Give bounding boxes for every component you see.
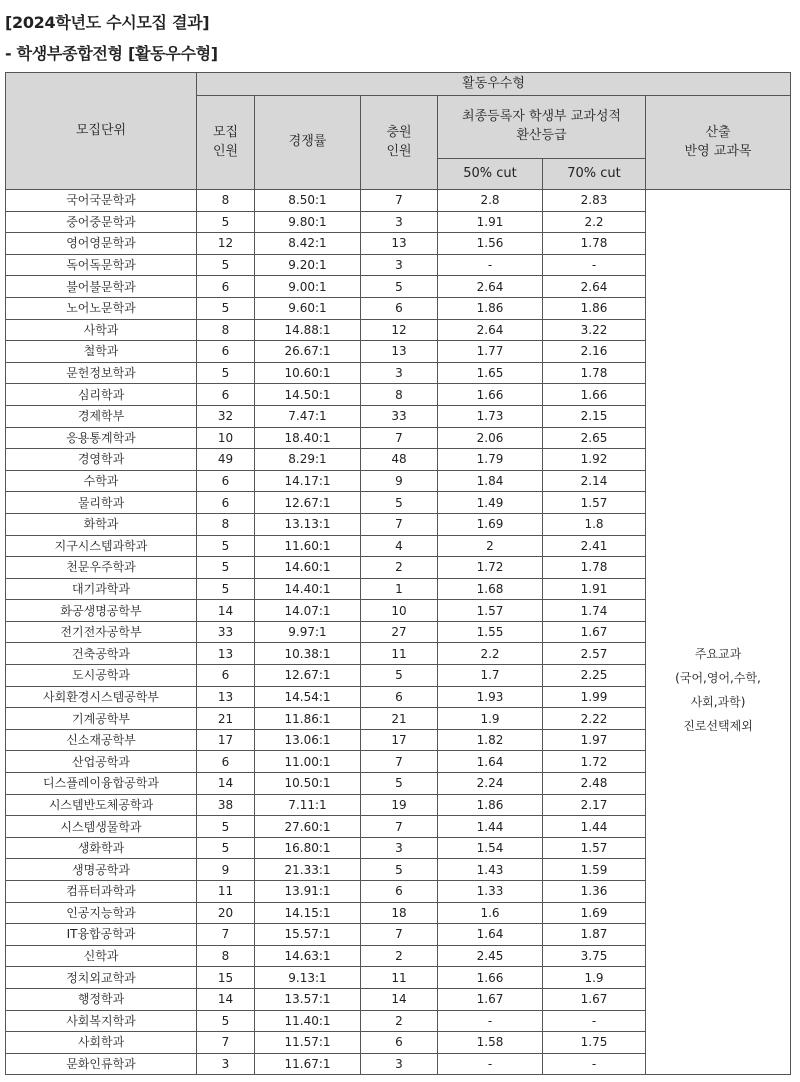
cell-ratio: 13.91:1 (255, 881, 361, 903)
cell-extra: 4 (361, 535, 438, 557)
results-table (5, 72, 791, 1075)
cell-quota: 7 (197, 1032, 255, 1054)
cell-extra: 19 (361, 794, 438, 816)
subjects-note-line: 주요교과 (694, 646, 742, 661)
subjects-note-line: 사회,과학) (690, 694, 746, 709)
cell-dept: 문화인류학과 (6, 1053, 197, 1075)
cell-c70: 2.57 (543, 643, 646, 665)
cell-c50: 1.84 (438, 470, 543, 492)
cell-c70: 1.78 (543, 557, 646, 579)
cell-ratio: 14.63:1 (255, 945, 361, 967)
cell-quota: 14 (197, 773, 255, 795)
cell-dept: 천문우주학과 (6, 557, 197, 579)
cell-c70: - (543, 254, 646, 276)
cell-ratio: 10.38:1 (255, 643, 361, 665)
cell-c50: 1.86 (438, 297, 543, 319)
cell-extra: 5 (361, 492, 438, 514)
cell-extra: 18 (361, 902, 438, 924)
cell-c70: 1.57 (543, 837, 646, 859)
cell-extra: 7 (361, 751, 438, 773)
cell-ratio: 13.13:1 (255, 513, 361, 535)
subjects-note-line: (국어,영어,수학, (675, 670, 761, 685)
cell-extra: 21 (361, 708, 438, 730)
cell-c50: 1.93 (438, 686, 543, 708)
cell-c70: 1.59 (543, 859, 646, 881)
cell-dept: 화공생명공학부 (6, 600, 197, 622)
cell-extra: 7 (361, 816, 438, 838)
cell-dept: 심리학과 (6, 384, 197, 406)
cell-ratio: 12.67:1 (255, 665, 361, 687)
cell-quota: 6 (197, 470, 255, 492)
cell-extra: 7 (361, 427, 438, 449)
cell-quota: 33 (197, 621, 255, 643)
cell-c70: 1.67 (543, 988, 646, 1010)
cell-extra: 10 (361, 600, 438, 622)
cell-c70: 1.44 (543, 816, 646, 838)
cell-c70: 1.69 (543, 902, 646, 924)
cell-ratio: 11.60:1 (255, 535, 361, 557)
cell-ratio: 12.67:1 (255, 492, 361, 514)
cell-dept: 응용통계학과 (6, 427, 197, 449)
cell-quota: 6 (197, 751, 255, 773)
cell-quota: 9 (197, 859, 255, 881)
cell-c50: 1.66 (438, 967, 543, 989)
cell-ratio: 8.29:1 (255, 449, 361, 471)
cell-c70: 1.72 (543, 751, 646, 773)
cell-c50: - (438, 1010, 543, 1032)
cell-quota: 6 (197, 341, 255, 363)
cell-quota: 5 (197, 362, 255, 384)
cell-c70: 2.15 (543, 405, 646, 427)
cell-quota: 8 (197, 945, 255, 967)
cell-quota: 17 (197, 729, 255, 751)
cell-extra: 17 (361, 729, 438, 751)
cell-c50: 1.43 (438, 859, 543, 881)
cell-c70: 1.78 (543, 362, 646, 384)
cell-c50: 1.73 (438, 405, 543, 427)
cell-extra: 9 (361, 470, 438, 492)
cell-quota: 14 (197, 988, 255, 1010)
cell-ratio: 9.80:1 (255, 211, 361, 233)
cell-dept: 사학과 (6, 319, 197, 341)
cell-ratio: 14.54:1 (255, 686, 361, 708)
cell-dept: 불어불문학과 (6, 276, 197, 298)
cell-extra: 3 (361, 211, 438, 233)
cell-ratio: 27.60:1 (255, 816, 361, 838)
cell-ratio: 7.47:1 (255, 405, 361, 427)
cell-c70: 1.8 (543, 513, 646, 535)
cell-ratio: 9.20:1 (255, 254, 361, 276)
cell-c50: 1.33 (438, 881, 543, 903)
cell-quota: 6 (197, 384, 255, 406)
cell-ratio: 14.07:1 (255, 600, 361, 622)
cell-dept: 도시공학과 (6, 665, 197, 687)
header-grade-group: 최종등록자 학생부 교과성적 환산등급 (438, 96, 646, 159)
cell-dept: 사회환경시스템공학부 (6, 686, 197, 708)
cell-c50: 1.77 (438, 341, 543, 363)
cell-extra: 6 (361, 686, 438, 708)
cell-ratio: 14.88:1 (255, 319, 361, 341)
cell-ratio: 14.60:1 (255, 557, 361, 579)
cell-quota: 6 (197, 276, 255, 298)
cell-extra: 11 (361, 967, 438, 989)
cell-dept: 기계공학부 (6, 708, 197, 730)
cell-ratio: 16.80:1 (255, 837, 361, 859)
header-cut70: 70% cut (543, 159, 646, 190)
cell-ratio: 11.00:1 (255, 751, 361, 773)
cell-ratio: 8.50:1 (255, 190, 361, 212)
cell-dept: 수학과 (6, 470, 197, 492)
cell-dept: 지구시스템과학과 (6, 535, 197, 557)
cell-c50: 2.2 (438, 643, 543, 665)
cell-extra: 6 (361, 881, 438, 903)
cell-ratio: 15.57:1 (255, 924, 361, 946)
cell-dept: 화학과 (6, 513, 197, 535)
cell-quota: 10 (197, 427, 255, 449)
cell-dept: 인공지능학과 (6, 902, 197, 924)
cell-quota: 21 (197, 708, 255, 730)
cell-extra: 3 (361, 254, 438, 276)
cell-dept: 대기과학과 (6, 578, 197, 600)
cell-dept: 문헌정보학과 (6, 362, 197, 384)
cell-quota: 5 (197, 837, 255, 859)
cell-dept: 사회학과 (6, 1032, 197, 1054)
cell-ratio: 14.17:1 (255, 470, 361, 492)
cell-extra: 7 (361, 513, 438, 535)
cell-c50: 1.86 (438, 794, 543, 816)
cell-c70: 1.74 (543, 600, 646, 622)
cell-c50: 2.8 (438, 190, 543, 212)
cell-dept: 영어영문학과 (6, 233, 197, 255)
cell-extra: 33 (361, 405, 438, 427)
cell-quota: 6 (197, 665, 255, 687)
cell-c50: 1.58 (438, 1032, 543, 1054)
cell-extra: 1 (361, 578, 438, 600)
cell-ratio: 8.42:1 (255, 233, 361, 255)
cell-c70: 1.66 (543, 384, 646, 406)
cell-c70: 2.64 (543, 276, 646, 298)
cell-ratio: 7.11:1 (255, 794, 361, 816)
cell-c50: 1.66 (438, 384, 543, 406)
cell-c50: 1.64 (438, 751, 543, 773)
cell-ratio: 9.60:1 (255, 297, 361, 319)
cell-extra: 27 (361, 621, 438, 643)
cell-dept: 국어국문학과 (6, 190, 197, 212)
cell-ratio: 13.06:1 (255, 729, 361, 751)
cell-c70: 1.99 (543, 686, 646, 708)
cell-dept: 철학과 (6, 341, 197, 363)
cell-ratio: 9.13:1 (255, 967, 361, 989)
cell-ratio: 11.40:1 (255, 1010, 361, 1032)
cell-dept: 시스템생물학과 (6, 816, 197, 838)
header-unit: 모집단위 (6, 73, 197, 190)
cell-extra: 6 (361, 1032, 438, 1054)
cell-quota: 5 (197, 1010, 255, 1032)
cell-c70: 1.91 (543, 578, 646, 600)
cell-dept: 디스플레이융합공학과 (6, 773, 197, 795)
cell-ratio: 13.57:1 (255, 988, 361, 1010)
cell-c50: 1.44 (438, 816, 543, 838)
cell-dept: 생명공학과 (6, 859, 197, 881)
cell-c50: 2.24 (438, 773, 543, 795)
cell-c70: - (543, 1010, 646, 1032)
cell-quota: 3 (197, 1053, 255, 1075)
cell-quota: 15 (197, 967, 255, 989)
cell-dept: 전기전자공학부 (6, 621, 197, 643)
cell-c70: 2.65 (543, 427, 646, 449)
cell-dept: 경영학과 (6, 449, 197, 471)
cell-extra: 3 (361, 362, 438, 384)
page-title: [2024학년도 수시모집 결과] (5, 13, 210, 32)
cell-c50: 1.91 (438, 211, 543, 233)
cell-extra: 5 (361, 859, 438, 881)
cell-extra: 7 (361, 924, 438, 946)
cell-c50: 1.65 (438, 362, 543, 384)
header-extra: 충원 인원 (361, 96, 438, 190)
cell-c70: 1.86 (543, 297, 646, 319)
cell-dept: 컴퓨터과학과 (6, 881, 197, 903)
cell-dept: 산업공학과 (6, 751, 197, 773)
cell-c70: 1.78 (543, 233, 646, 255)
subjects-note-line: 진로선택제외 (683, 718, 753, 733)
subjects-note (646, 190, 791, 1075)
cell-c70: 1.75 (543, 1032, 646, 1054)
cell-extra: 3 (361, 837, 438, 859)
table-body (6, 190, 791, 1075)
cell-c70: 2.25 (543, 665, 646, 687)
cell-extra: 5 (361, 773, 438, 795)
cell-dept: 물리학과 (6, 492, 197, 514)
cell-quota: 5 (197, 297, 255, 319)
cell-c50: 1.7 (438, 665, 543, 687)
cell-c70: - (543, 1053, 646, 1075)
cell-quota: 5 (197, 535, 255, 557)
cell-c70: 2.16 (543, 341, 646, 363)
cell-dept: 사회복지학과 (6, 1010, 197, 1032)
cell-c70: 2.22 (543, 708, 646, 730)
cell-c70: 1.97 (543, 729, 646, 751)
cell-extra: 11 (361, 643, 438, 665)
cell-c70: 2.41 (543, 535, 646, 557)
cell-c50: 1.68 (438, 578, 543, 600)
cell-ratio: 14.40:1 (255, 578, 361, 600)
cell-dept: 정치외교학과 (6, 967, 197, 989)
cell-c70: 1.67 (543, 621, 646, 643)
cell-extra: 5 (361, 665, 438, 687)
cell-ratio: 9.97:1 (255, 621, 361, 643)
cell-dept: 행정학과 (6, 988, 197, 1010)
cell-c50: 1.6 (438, 902, 543, 924)
cell-c70: 2.2 (543, 211, 646, 233)
cell-extra: 14 (361, 988, 438, 1010)
cell-c70: 1.92 (543, 449, 646, 471)
cell-c70: 3.75 (543, 945, 646, 967)
cell-quota: 5 (197, 254, 255, 276)
cell-extra: 2 (361, 945, 438, 967)
cell-quota: 11 (197, 881, 255, 903)
cell-quota: 14 (197, 600, 255, 622)
cell-ratio: 9.00:1 (255, 276, 361, 298)
cell-ratio: 10.60:1 (255, 362, 361, 384)
header-cut50: 50% cut (438, 159, 543, 190)
cell-ratio: 18.40:1 (255, 427, 361, 449)
table-row (6, 190, 791, 212)
cell-c50: 1.55 (438, 621, 543, 643)
cell-quota: 49 (197, 449, 255, 471)
cell-c70: 3.22 (543, 319, 646, 341)
cell-quota: 5 (197, 211, 255, 233)
cell-extra: 5 (361, 276, 438, 298)
cell-quota: 32 (197, 405, 255, 427)
cell-c50: 1.57 (438, 600, 543, 622)
cell-ratio: 11.57:1 (255, 1032, 361, 1054)
cell-quota: 5 (197, 578, 255, 600)
cell-ratio: 14.15:1 (255, 902, 361, 924)
cell-dept: 신소재공학부 (6, 729, 197, 751)
cell-extra: 12 (361, 319, 438, 341)
header-subjects: 산출 반영 교과목 (646, 96, 791, 190)
cell-ratio: 14.50:1 (255, 384, 361, 406)
cell-quota: 12 (197, 233, 255, 255)
cell-quota: 8 (197, 190, 255, 212)
cell-c50: 1.79 (438, 449, 543, 471)
cell-dept: 시스템반도체공학과 (6, 794, 197, 816)
cell-c50: 1.9 (438, 708, 543, 730)
cell-c70: 1.9 (543, 967, 646, 989)
cell-ratio: 11.86:1 (255, 708, 361, 730)
cell-dept: 건축공학과 (6, 643, 197, 665)
cell-quota: 6 (197, 492, 255, 514)
cell-ratio: 10.50:1 (255, 773, 361, 795)
cell-extra: 7 (361, 190, 438, 212)
cell-c70: 2.14 (543, 470, 646, 492)
cell-c50: 1.64 (438, 924, 543, 946)
cell-quota: 8 (197, 319, 255, 341)
cell-extra: 6 (361, 297, 438, 319)
cell-c50: 1.82 (438, 729, 543, 751)
cell-extra: 2 (361, 557, 438, 579)
cell-c50: 2.45 (438, 945, 543, 967)
cell-ratio: 11.67:1 (255, 1053, 361, 1075)
cell-c70: 1.87 (543, 924, 646, 946)
cell-c50: 2.64 (438, 276, 543, 298)
cell-quota: 13 (197, 686, 255, 708)
cell-dept: 노어노문학과 (6, 297, 197, 319)
cell-c70: 1.36 (543, 881, 646, 903)
cell-dept: 독어독문학과 (6, 254, 197, 276)
cell-c70: 2.17 (543, 794, 646, 816)
cell-dept: 생화학과 (6, 837, 197, 859)
cell-extra: 13 (361, 233, 438, 255)
header-ratio: 경쟁률 (255, 96, 361, 190)
cell-quota: 7 (197, 924, 255, 946)
cell-quota: 8 (197, 513, 255, 535)
cell-c50: 1.56 (438, 233, 543, 255)
cell-c50: 1.69 (438, 513, 543, 535)
cell-quota: 20 (197, 902, 255, 924)
header-quota: 모집 인원 (197, 96, 255, 190)
cell-c50: 1.54 (438, 837, 543, 859)
cell-c50: 1.49 (438, 492, 543, 514)
cell-quota: 5 (197, 816, 255, 838)
cell-c70: 2.48 (543, 773, 646, 795)
cell-ratio: 26.67:1 (255, 341, 361, 363)
cell-extra: 48 (361, 449, 438, 471)
cell-dept: 경제학부 (6, 405, 197, 427)
cell-c50: 2 (438, 535, 543, 557)
header-group: 활동우수형 (197, 73, 791, 96)
cell-c70: 1.57 (543, 492, 646, 514)
cell-quota: 5 (197, 557, 255, 579)
cell-c50: 2.06 (438, 427, 543, 449)
cell-extra: 2 (361, 1010, 438, 1032)
cell-dept: IT융합공학과 (6, 924, 197, 946)
cell-c50: - (438, 254, 543, 276)
cell-c50: 2.64 (438, 319, 543, 341)
cell-ratio: 21.33:1 (255, 859, 361, 881)
cell-c50: 1.72 (438, 557, 543, 579)
cell-extra: 13 (361, 341, 438, 363)
cell-quota: 38 (197, 794, 255, 816)
cell-extra: 3 (361, 1053, 438, 1075)
cell-c70: 2.83 (543, 190, 646, 212)
cell-c50: - (438, 1053, 543, 1075)
cell-dept: 중어중문학과 (6, 211, 197, 233)
cell-extra: 8 (361, 384, 438, 406)
cell-dept: 신학과 (6, 945, 197, 967)
page-subtitle: - 학생부종합전형 [활동우수형] (5, 44, 218, 63)
cell-c50: 1.67 (438, 988, 543, 1010)
cell-quota: 13 (197, 643, 255, 665)
